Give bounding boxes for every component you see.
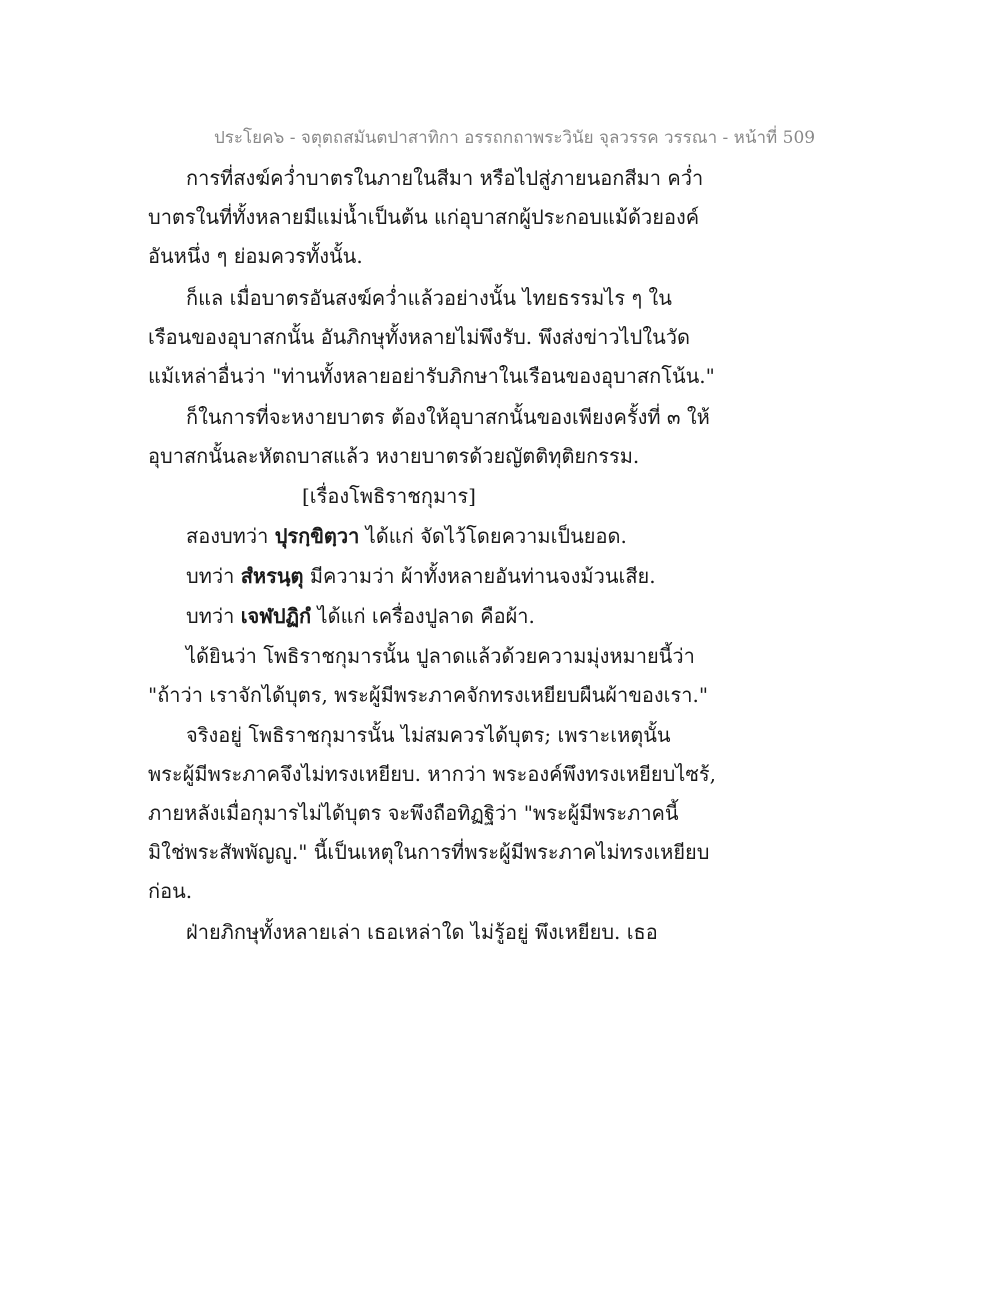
pali-term: เจฬปฏิกํ (240, 604, 312, 628)
text-line: พระผู้มีพระภาคจึงไม่ทรงเหยียบ. หากว่า พระองค์พึงทรงเหยียบไซร้, (148, 762, 717, 786)
text-line: เรือนของอุบาสกนั้น อันภิกษุทั้งหลายไม่พึงรับ. พึงส่งข่าวไปในวัด (148, 325, 690, 349)
text-line: ภายหลังเมื่อกุมารไม่ได้บุตร จะพึงถือทิฏฐิว่า "พระผู้มีพระภาคนี้ (148, 801, 679, 825)
text-segment: สองบทว่า (186, 524, 275, 548)
text-line: บาตรในที่ทั้งหลายมีแม่น้ำเป็นต้น แก่อุบาสกผู้ประกอบแม้ด้วยองค์ (148, 205, 700, 229)
text-segment: บทว่า (186, 564, 241, 588)
text-segment: ได้แก่ เครื่องปูลาด คือผ้า. (311, 604, 535, 628)
text-line (186, 520, 627, 552)
pali-term: ปุรกฺขิตฺวา (274, 524, 360, 548)
text-line: ก่อน. (148, 879, 193, 903)
text-segment: บทว่า (186, 604, 241, 628)
text-line: ก็แล เมื่อบาตรอันสงฆ์คว่ำแล้วอย่างนั้น ไทยธรรมไร ๆ ใน (186, 286, 672, 310)
text-line (186, 560, 656, 592)
text-line: ก็ในการที่จะหงายบาตร ต้องให้อุบาสกนั้นของเพียงครั้งที่ ๓ ให้ (186, 405, 710, 429)
text-line: ได้ยินว่า โพธิราชกุมารนั้น ปูลาดแล้วด้วยความมุ่งหมายนี้ว่า (186, 644, 695, 668)
text-segment: ได้แก่ จัดไว้โดยความเป็นยอด. (359, 524, 627, 548)
text-line: ฝ่ายภิกษุทั้งหลายเล่า เธอเหล่าใด ไม่รู้อยู่ พึงเหยียบ. เธอ (186, 920, 658, 944)
text-line: อันหนึ่ง ๆ ย่อมควรทั้งนั้น. (148, 244, 363, 268)
section-heading: [เรื่องโพธิราชกุมาร] (302, 484, 476, 508)
text-line: "ถ้าว่า เราจักได้บุตร, พระผู้มีพระภาคจักทรงเหยียบผืนผ้าของเรา." (148, 683, 709, 707)
text-line: แม้เหล่าอื่นว่า "ท่านทั้งหลายอย่ารับภิกษาในเรือนของอุบาสกโน้น." (148, 364, 715, 388)
text-line: อุบาสกนั้นละหัตถบาสแล้ว หงายบาตรด้วยญัตติทุติยกรรม. (148, 444, 640, 468)
page-header: ประโยค๖ - จตุตถสมันตปาสาทิกา อรรถกถาพระวินัย จุลวรรค วรรณา - หน้าที่ 509 (214, 128, 816, 148)
text-line: มิใช่พระสัพพัญญู." นี้เป็นเหตุในการที่พระผู้มีพระภาคไม่ทรงเหยียบ (148, 840, 710, 864)
text-line (186, 600, 535, 632)
text-segment: มีความว่า ผ้าทั้งหลายอันท่านจงม้วนเสีย. (303, 564, 656, 588)
text-line: การที่สงฆ์คว่ำบาตรในภายในสีมา หรือไปสู่ภายนอกสีมา คว่ำ (186, 166, 704, 190)
pali-term: สํหรนฺตุ (240, 564, 304, 588)
text-line: จริงอยู่ โพธิราชกุมารนั้น ไม่สมควรได้บุตร; เพราะเหตุนั้น (186, 723, 671, 747)
